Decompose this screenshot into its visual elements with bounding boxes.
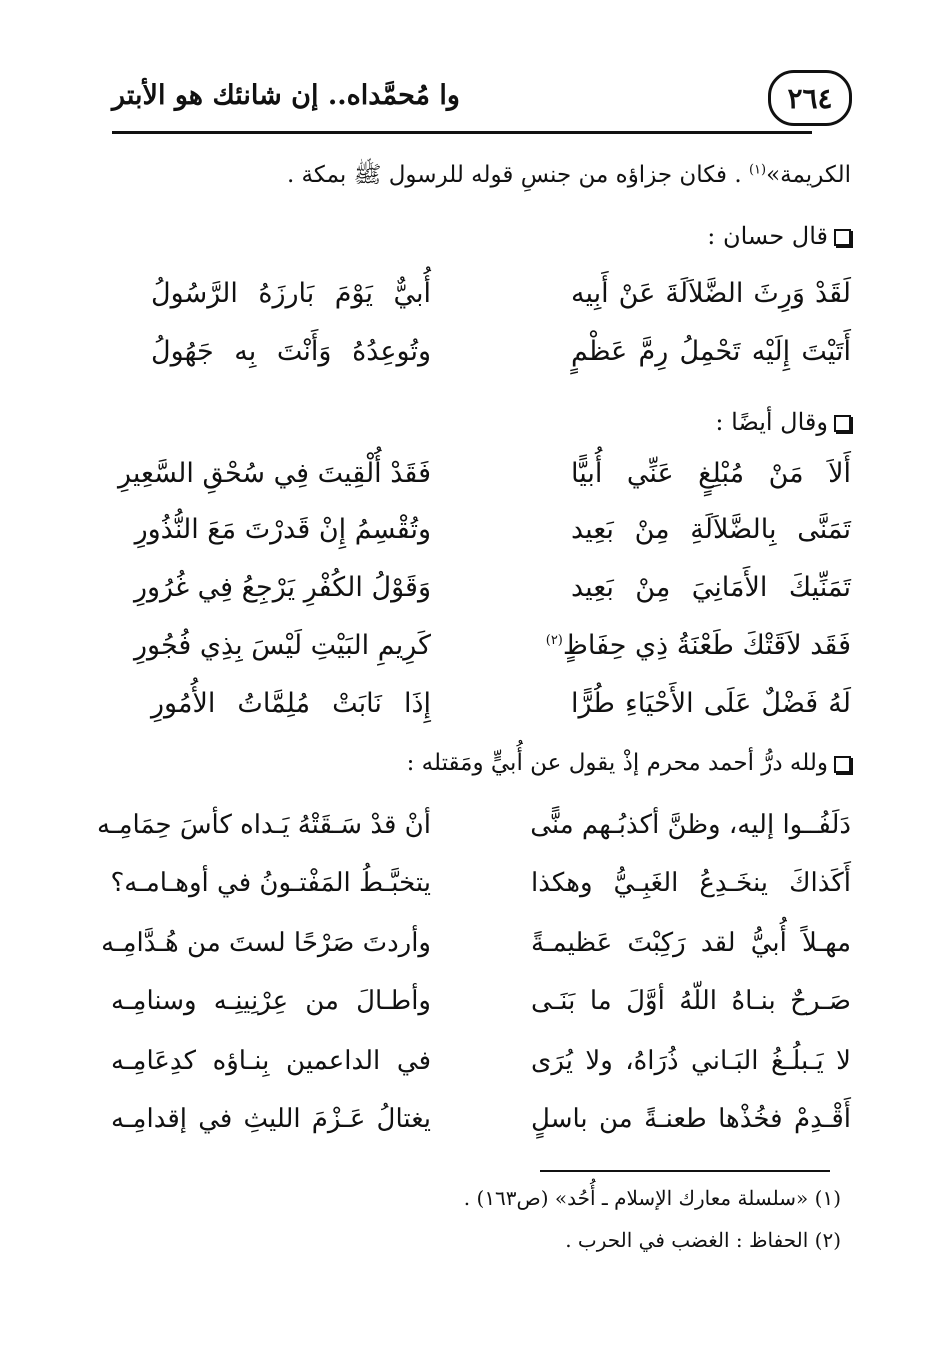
square-bullet-icon [834,756,851,773]
verse [111,986,851,1042]
verse-first-hemistich: لا يَـبلُـغُ البَـاني ذُرَاهُ، ولا يُرَى [531,1046,851,1076]
verse-second-hemistich: في الداعمين بِنـاؤه كدِعَامِـه [111,1046,431,1076]
section-heading-hassan-also [715,408,851,436]
verse-second-hemistich: وَقَوْلُ الكُفْرِ يَرْجِعُ فِي غُرُورِ [133,572,431,603]
square-bullet-icon [834,415,851,432]
section-heading-hassan [707,222,851,250]
verse-first-hemistich: لَقَدْ وَرِثَ الضَّلاَلَةَ عَنْ أَبِيه [571,278,851,309]
verse-second-hemistich: يتخبَّـطُ المَفْتـونُ في أوهـامـه؟ [110,868,431,898]
intro-text-after: . فكان جزاؤه من جنسِ قوله للرسول ﷺ بمكة . [286,162,742,188]
verse [111,1104,851,1160]
heading-text: ولله درُّ أحمد محرم إذْ يقول عن أُبيٍّ ومَقتله : [406,750,828,776]
footnote-separator [540,1170,830,1172]
verse-second-hemistich: كَرِيمِ البَيْتِ لَيْسَ بِذِي فُجُورِ [133,630,431,661]
verse-first-hemistich: صَـرحٌ بنـاهُ اللّهُ أوَّلَ ما بَنَـى [531,986,851,1016]
verse-second-hemistich: أُبيٌّ يَوْمَ بَارزَهُ الرَّسُولُ [151,278,431,309]
verse [118,458,851,508]
verse-second-hemistich: إِذَا نَابَتْ مُلِمَّاتُ الأُمُورِ [151,688,431,719]
footnote-ref-1: (١) [748,162,767,178]
intro-text-before: الكريمة» [766,162,851,188]
running-title: وا مُحمَّداه.. إن شانئك هو الأبتر [112,80,460,111]
verse-first-hemistich: أَتَيْتَ إِلَيْه تَحْمِلُ رِمَّ عَظْمٍ [571,336,851,367]
verse [133,572,851,622]
intro-line [287,160,851,194]
heading-text: قال حسان : [707,222,828,250]
square-bullet-icon [834,229,851,246]
header-rule [112,131,812,134]
verse-first-hemistich [545,630,851,661]
verse-second-hemistich: فَقَدْ أُلْقِيتَ فِي سُحْقِ السَّعِيرِ [118,458,431,489]
verse-first-hemistich: أَقْـدِمْ فخُذْها طعنـةً من باسلٍ [531,1104,851,1134]
page-header [112,70,852,136]
hemistich-text: فَقَد لاَقَتْكَ طَعْنَةُ ذِي حِفَاظٍ [562,630,851,661]
verse-second-hemistich: وتُقْسِمُ إِنْ قَدرْتَ مَعَ النُّذُورِ [134,514,431,545]
verse-first-hemistich: دَلَفُــوا إليه، وظنَّ أكذبُـهم منًّى [530,810,851,840]
footnote-1: (١) «سلسلة معارك الإسلام ـ أُحُد» (ص١٦٣) . [463,1186,841,1210]
footnote-2: (٢) الحفاظ : الغضب في الحرب . [565,1228,841,1252]
verse [101,928,851,984]
verse-first-hemistich: تَمَنَّى بِالضَّلاَلَةِ مِنْ بَعِيد [571,514,851,545]
verse-second-hemistich: وتُوعِدُهُ وَأَنْتَ بِه جَهُولُ [151,336,431,367]
verse-first-hemistich: أَلاَ مَنْ مُبْلِغٍ عَنِّي أُبيًّا [571,458,851,489]
verse-first-hemistich: مهـلاً أُبيُّ لقد رَكِبْتَ عَظيمـةً [531,928,851,958]
verse [151,688,851,738]
verse [97,810,851,866]
verse-first-hemistich: لَهُ فَضْلٌ عَلَى الأَحْيَاءِ طُرًّا [571,688,851,719]
verse-first-hemistich: أَكَذاكَ ينخَـدِعُ الغَبِـيُّ وهكذا [531,868,851,898]
verse-second-hemistich: أنْ قدْ سَـقَتْهُ يَـداه كأسَ حِمَامِـه [97,810,431,840]
verse-second-hemistich: وأطـالَ من عِرْنِينِـه وسنامِـه [111,986,431,1016]
verse [111,1046,851,1102]
verse-second-hemistich: يغتالُ عَـزْمَ الليثِ في إقدامِـه [111,1104,431,1134]
verse-second-hemistich: وأردتَ صَرْحًا لستَ من هُـدَّامِـه [101,928,431,958]
verse [111,868,851,924]
verse-first-hemistich: تَمَنِّيكَ الأَمَانِيَ مِنْ بَعِيد [571,572,851,603]
page-number: ٢٦٤ [768,70,852,126]
verse [134,514,851,564]
heading-text: وقال أيضًا : [715,408,828,436]
footnote-ref-2: (٢) [545,633,563,648]
verse [151,336,851,386]
section-heading-muharram [407,750,851,776]
verse [151,278,851,328]
verse [133,630,851,680]
